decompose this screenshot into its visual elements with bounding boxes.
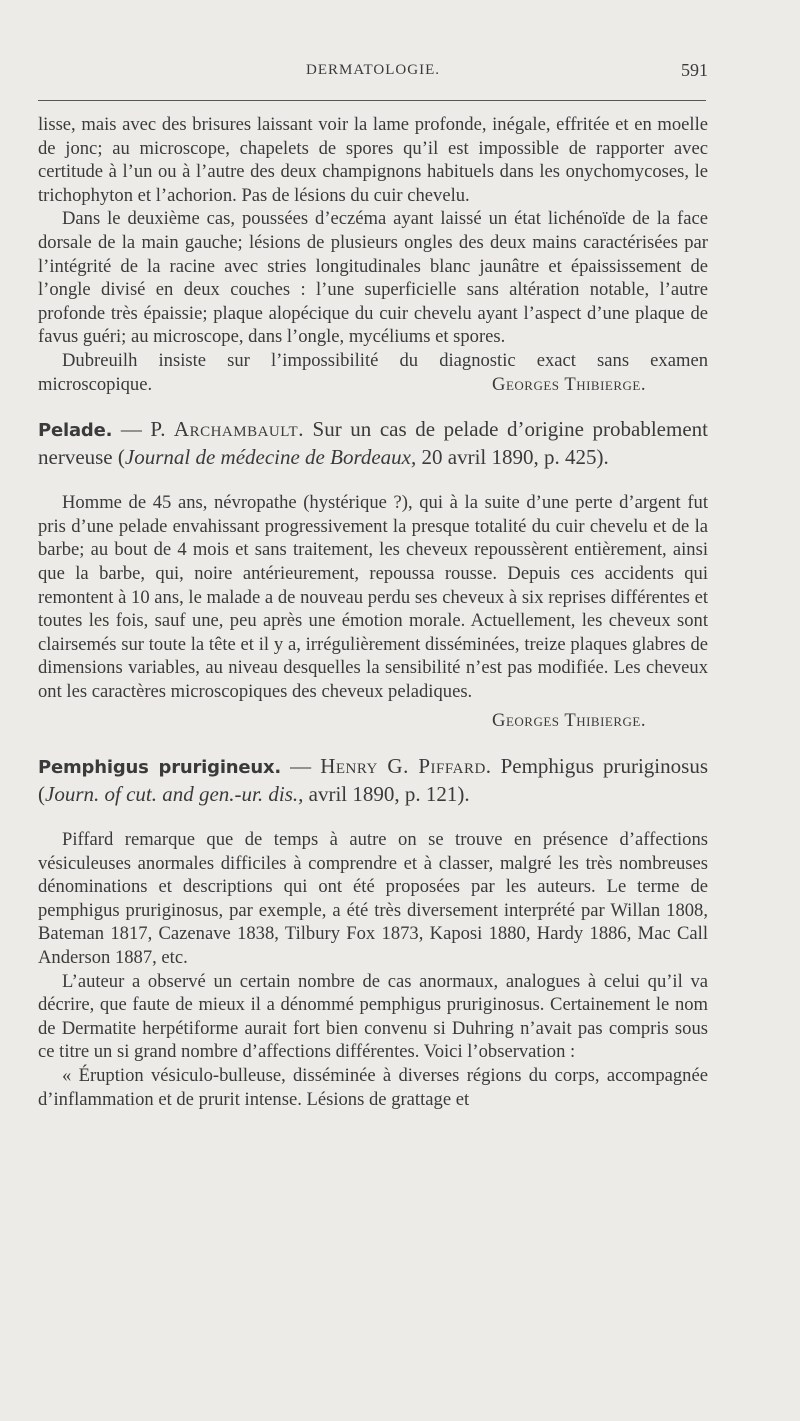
spacer [38,396,708,416]
entry-citation: 20 avril 1890, p. 425). [416,445,609,470]
paragraph: Homme de 45 ans, névropathe (hystérique ?), qui à la suite d’une perte d’argent fut pris d’une pelade envahissant progressivement la presque totalité du cuir chevelu et de la barbe; au bout de 4 mois et sans traitement, les cheveux repoussèrent entièrement, ainsi que la barbe, qui, noire antérieurement, repoussa rousse. Depuis ces accidents qui remontent à 10 ans, le malade a de nouveau perdu ses cheveux à six reprises différentes et toutes les fois, sauf une, peu après une émotion morale. Actuellement, les cheveux sont clairsemés sur toute la tête et il y a, irrégulièrement disséminées, treize plaques glabres de dimensions variables, au niveau desquelles la sensibilité n’est pas modifiée. Les cheveux ont les caractères microscopiques des cheveux peladiques. [38,492,708,702]
entry-dash: — [281,754,321,779]
paragraph: L’auteur a observé un certain nombre de cas anormaux, analogues à celui qu’il va décrire, que faute de mieux il a dénommé pemphigus pruriginosus. Certainement le nom de Dermatite herpétiforme aurait fort bien convenu si Duhring n’avait pas compris sous ce titre un si grand nombre d’affections différentes. Voici l’observation : [38,970,708,1063]
entry-heading-pelade [38,416,708,471]
entry-keyword: Pemphigus pruriginеux. [38,757,282,779]
entry-journal: Journ. of cut. and gen.-ur. dis., [45,782,304,807]
spacer [38,733,708,753]
signature: Georges Thibierge. [492,373,646,395]
spacer [38,808,708,828]
entry-heading-pemphigus [38,753,708,808]
entry-title: Sur un cas de pelade d’origine probablement nerveuse ( [38,417,708,470]
paragraph: Piffard remarque que de temps à autre on se trouve en présence d’affections vésiculeuses anormales difficiles à comprendre et à classer, malgré les très nombreuses dénominations et descriptions qui ont été proposées par les auteurs. Le terme de pemphigus pruriginosus, par exemple, a été très diversement interprété par Willan 1808, Bateman 1817, Cazenave 1838, Tilbury Fox 1873, Kaposi 1880, Hardy 1886, Mac Call Anderson 1887, etc. [38,829,708,969]
entry-citation: avril 1890, p. 121). [303,782,470,807]
entry-journal: Journal de médecine de Bordeaux, [124,445,417,470]
header-rule [38,100,706,101]
entry-title: Pemphigus pruriginosus ( [38,754,708,807]
spacer [38,471,708,491]
paragraph: Dubreuilh insiste sur l’impossibilité du diagnostic exact sans examen [62,349,708,371]
entry-keyword: Pelade. [38,420,113,442]
paragraph: « Éruption vésiculo-bulleuse, disséminée à diverses régions du corps, accompagnée d’inflammation et de prurit intense. Lésions de grattage et [38,1065,708,1110]
page-body [38,113,708,1111]
paragraph: lisse, mais avec des brisures laissant voir la lame profonde, inégale, effritée et en moelle de jonc; au microscope, chapelets de spores qu’il est impossible de rapporter avec certitude à l’un ou à l’autre des deux champignons habituels dans les onychomycoses, le trichophyton et l’achorion. Pas de lésions du cuir chevelu. [38,114,708,206]
running-head [38,62,708,84]
entry-author: P. Archambault. [150,417,304,442]
paragraph-tail: microscopique. [38,373,153,395]
entry-author: Henry G. Piffard. [320,754,492,779]
signature-text: Georges Thibierge. [492,710,646,732]
paragraph-end-with-signature [38,373,708,397]
entry-dash: — [112,417,151,442]
page-number: 591 [681,60,708,80]
signature [38,709,708,733]
paragraph: Dans le deuxième cas, poussées d’eczéma ayant laissé un état lichénoïde de la face dorsale de la main gauche; lésions de plusieurs ongles des deux mains caractérisées par l’intégrité de la racine avec stries longitudinales blanc jaunâtre et épaississement de l’ongle divisé en deux couches : l’une superficielle sans altération notable, l’autre profonde très épaissie; plaque alopécique du cuir chevelu ayant l’aspect d’une plaque de favus guéri; au microscope, dans l’ongle, mycéliums et spores. [38,208,708,348]
running-title: DERMATOLOGIE. [306,62,440,78]
